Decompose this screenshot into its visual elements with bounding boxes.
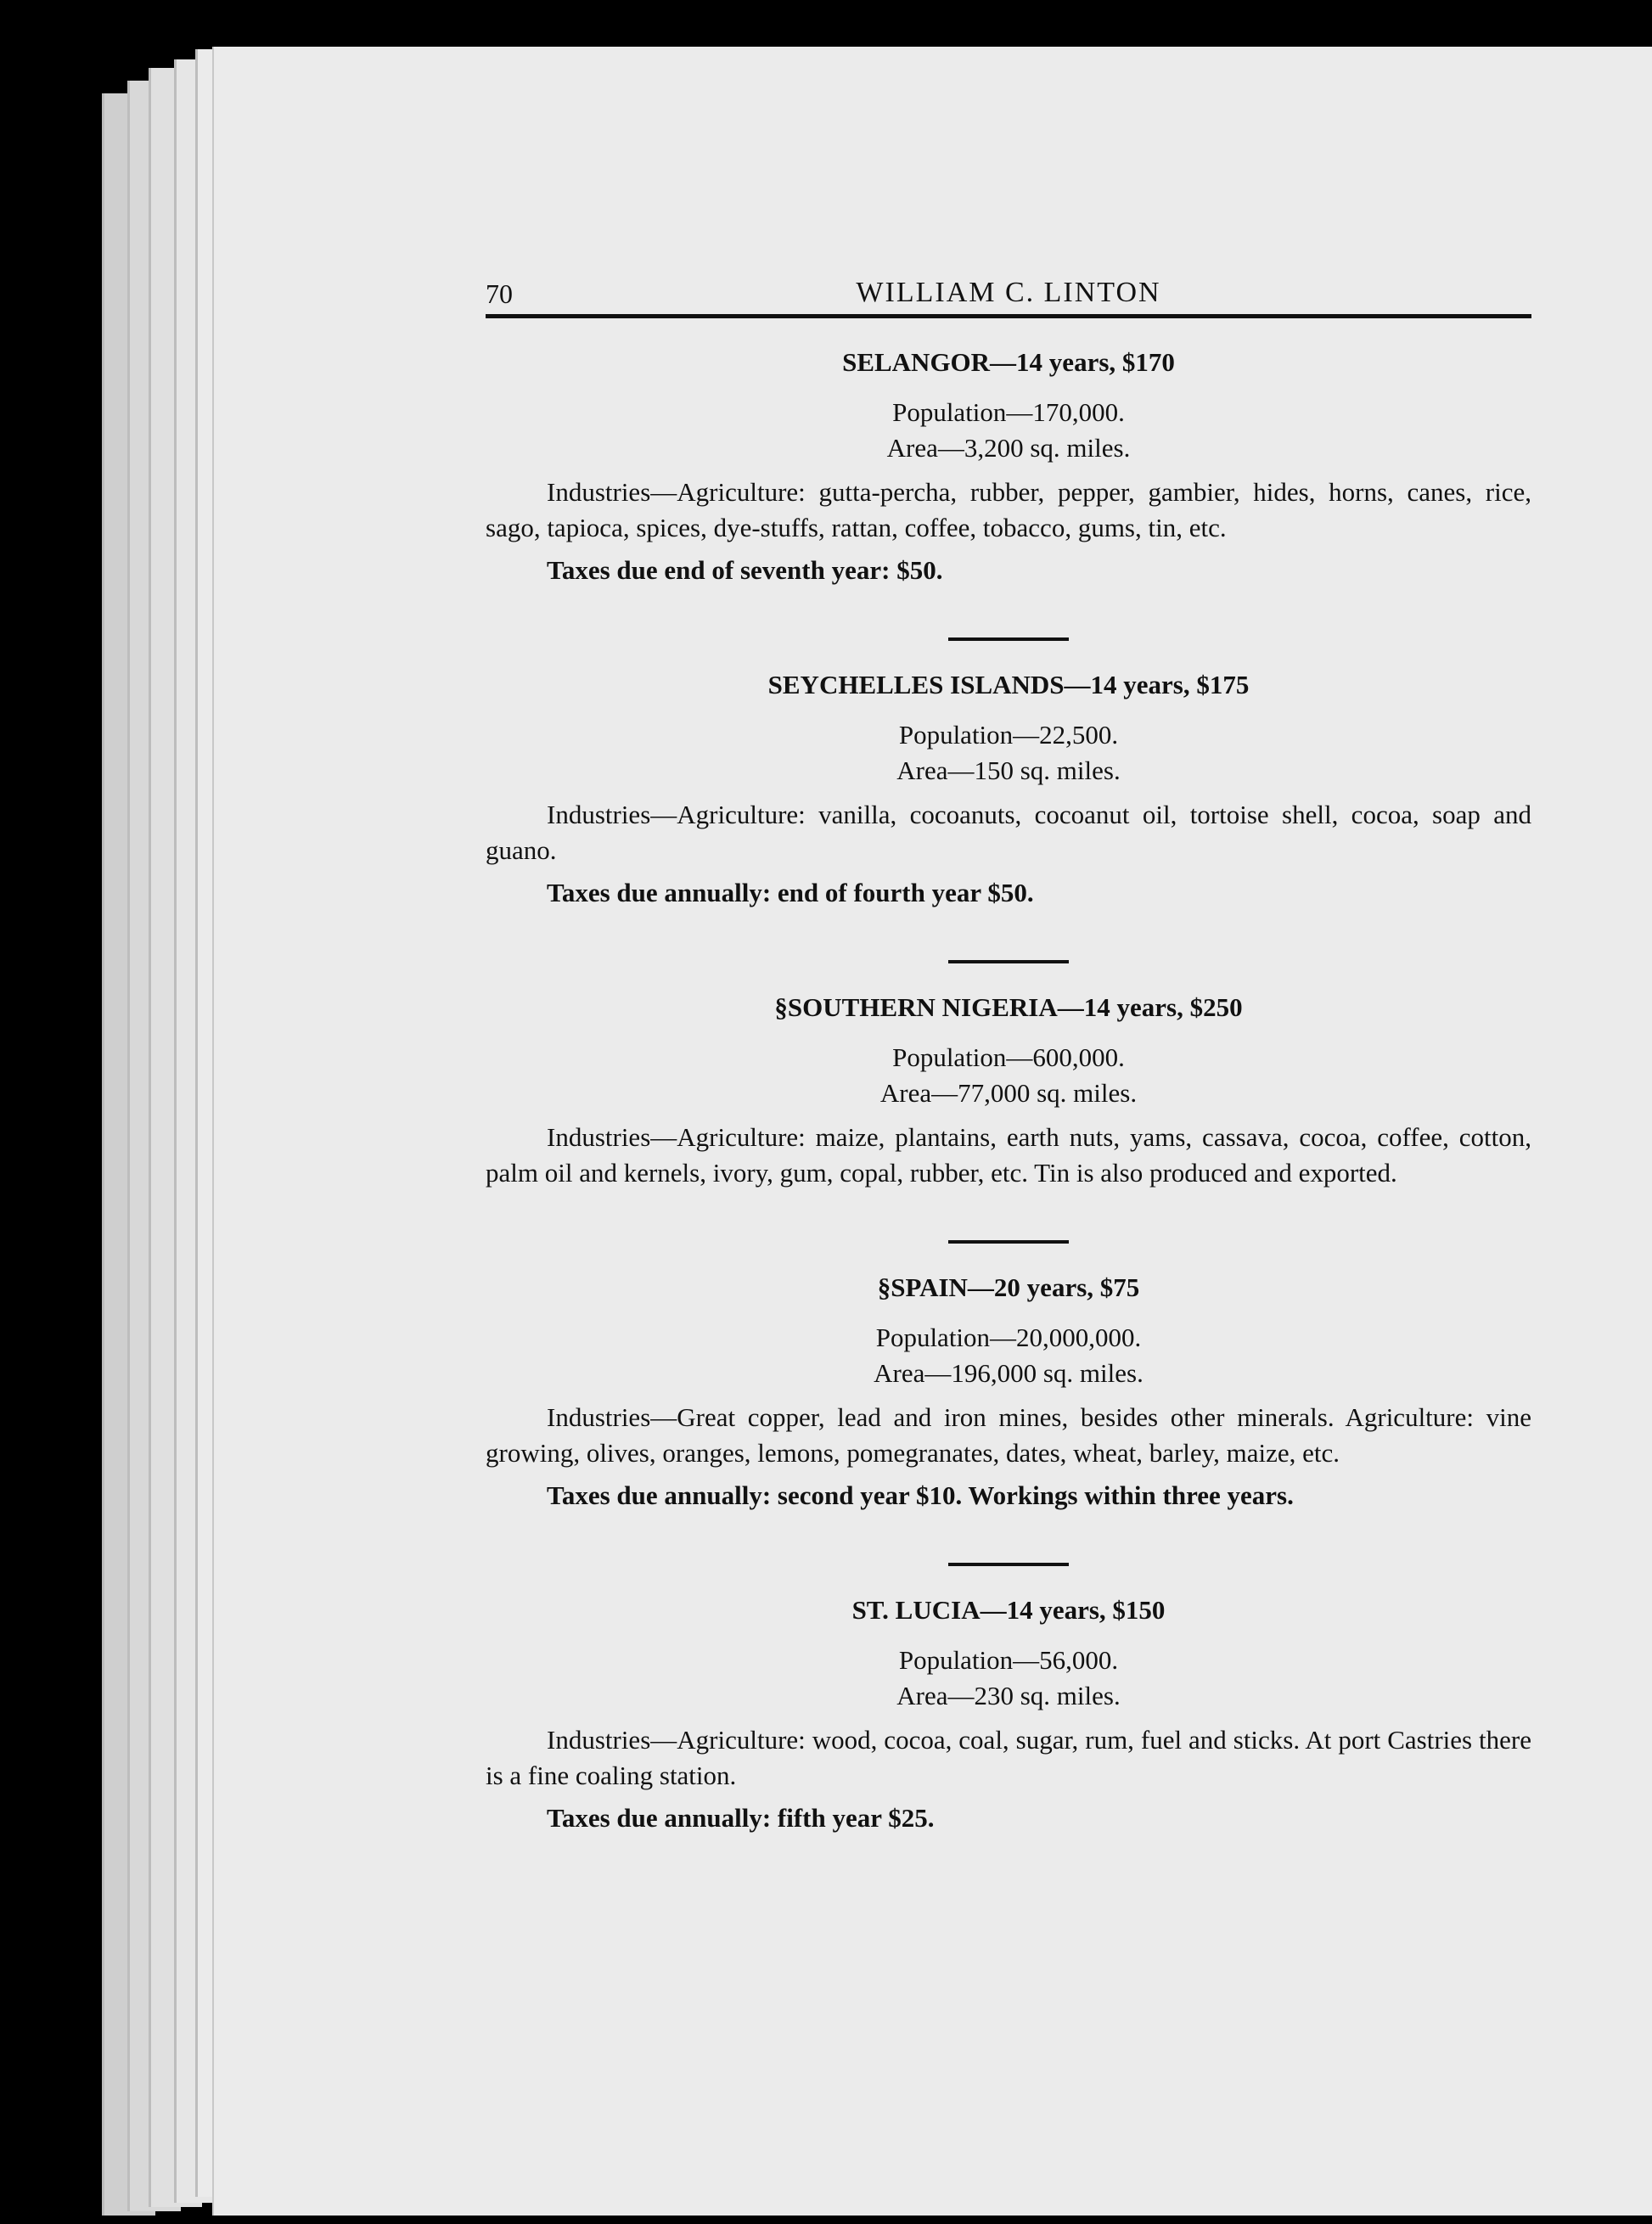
running-head: [486, 273, 1531, 318]
entry-spain: [486, 1272, 1531, 1514]
entry-population: Population—20,000,000.: [875, 1323, 1142, 1352]
section-divider: [948, 1240, 1069, 1244]
entry-taxes: Taxes due end of seventh year: $50.: [547, 555, 943, 585]
section-divider: [948, 637, 1069, 641]
entry-industries: Industries—Agriculture: wood, cocoa, coal, sugar, rum, fuel and sticks. At port Castries there is a fine coaling station.: [486, 1725, 1531, 1790]
entry-heading: ST. LUCIA—14 years, $150: [851, 1595, 1166, 1625]
entry-heading: §SPAIN—20 years, $75: [877, 1272, 1140, 1302]
entry-st-lucia: [486, 1595, 1531, 1836]
entry-area: Area—150 sq. miles.: [896, 755, 1121, 785]
entry-taxes: Taxes due annually: fifth year $25.: [547, 1803, 935, 1833]
entry-industries: Industries—Great copper, lead and iron mines, besides other minerals. Agriculture: vine growing, olives, oranges, lemons, pomegranates, dates, wheat, barley, maize, etc.: [486, 1402, 1531, 1468]
page-number: 70: [486, 278, 513, 309]
entry-seychelles: [486, 670, 1531, 911]
entry-population: Population—600,000.: [892, 1042, 1125, 1072]
entry-industries: Industries—Agriculture: vanilla, cocoanuts, cocoanut oil, tortoise shell, cocoa, soap and guano.: [486, 800, 1531, 865]
entry-population: Population—56,000.: [898, 1645, 1119, 1675]
section-divider: [948, 960, 1069, 963]
page-content: [486, 273, 1531, 1836]
entry-industries: Industries—Agriculture: gutta-percha, rubber, pepper, gambier, hides, horns, canes, rice, sago, tapioca, spices, dye-stuffs, rattan, coffee, tobacco, gums, tin, etc.: [486, 477, 1531, 542]
section-divider: [948, 1563, 1069, 1566]
entry-population: Population—22,500.: [898, 720, 1119, 750]
entry-taxes: Taxes due annually: second year $10. Workings within three years.: [547, 1480, 1294, 1510]
entry-area: Area—77,000 sq. miles.: [879, 1078, 1138, 1108]
entry-area: Area—3,200 sq. miles.: [886, 433, 1131, 463]
entry-heading: SEYCHELLES ISLANDS—14 years, $175: [767, 670, 1250, 699]
entry-heading: §SOUTHERN NIGERIA—14 years, $250: [774, 992, 1243, 1022]
entry-area: Area—230 sq. miles.: [896, 1681, 1121, 1710]
entry-heading: SELANGOR—14 years, $170: [842, 347, 1175, 377]
running-title: WILLIAM C. LINTON: [856, 277, 1161, 308]
entry-area: Area—196,000 sq. miles.: [874, 1358, 1143, 1388]
entry-population: Population—170,000.: [892, 397, 1125, 427]
entry-selangor: [486, 347, 1531, 588]
entry-taxes: Taxes due annually: end of fourth year $50.: [547, 878, 1034, 907]
entry-industries: Industries—Agriculture: maize, plantains, earth nuts, yams, cassava, cocoa, coffee, cotton, palm oil and kernels, ivory, gum, copal, rubber, etc. Tin is also produced and exported.: [486, 1122, 1531, 1188]
entry-southern-nigeria: [486, 992, 1531, 1191]
